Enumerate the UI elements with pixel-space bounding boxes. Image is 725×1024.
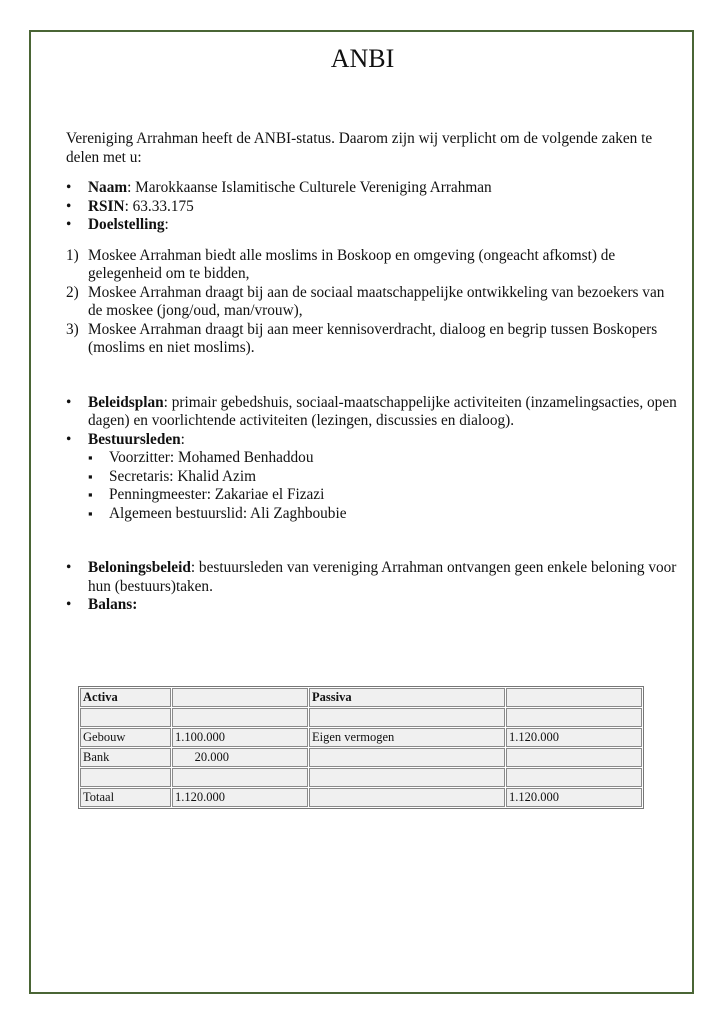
table-cell	[80, 768, 171, 787]
table-cell	[172, 768, 308, 787]
list-item-rsin	[66, 198, 681, 217]
list-item-beleidsplan	[66, 394, 681, 431]
info-list	[66, 179, 681, 235]
doel-number: 3)	[66, 320, 79, 338]
doel-text: Moskee Arrahman draagt bij aan meer kennisoverdracht, dialoog en begrip tussen Boskopers (moslims en niet moslims).	[88, 320, 658, 356]
passiva-name	[309, 788, 505, 807]
table-cell	[172, 708, 308, 727]
table-cell	[309, 768, 505, 787]
activa-name: Gebouw	[80, 728, 171, 747]
beloningsbeleid-text: : bestuursleden van vereniging Arrahman ontvangen geen enkele beloning voor hun (bestuurs)taken.	[88, 559, 677, 595]
header-activa: Activa	[80, 688, 171, 707]
table-cell	[506, 708, 642, 727]
doel-item	[66, 247, 681, 284]
table-cell	[309, 708, 505, 727]
list-item-doelstelling	[66, 216, 681, 235]
doel-text: Moskee Arrahman biedt alle moslims in Boskoop en omgeving (ongeacht afkomst) de gelegenheid om te bidden,	[88, 246, 616, 282]
passiva-value: 1.120.000	[506, 728, 642, 747]
member-item: ▪ Algemeen bestuurslid: Ali Zaghboubie	[88, 505, 681, 524]
bestuur-members	[88, 449, 681, 523]
passiva-value: 1.120.000	[506, 788, 642, 807]
doel-text: Moskee Arrahman draagt bij aan de sociaal maatschappelijke ontwikkeling van bezoekers van de moskee (jong/oud, man/vrouw),	[88, 283, 665, 319]
document-body	[66, 130, 681, 615]
table-row	[80, 728, 642, 747]
beloningsbeleid-label: Beloningsbeleid	[88, 559, 191, 576]
list-item-naam	[66, 179, 681, 198]
list-item-balans	[66, 596, 681, 615]
header-passiva: Passiva	[309, 688, 505, 707]
passiva-name	[309, 748, 505, 767]
member-item: ▪ Voorzitter: Mohamed Benhaddou	[88, 449, 681, 468]
doel-number: 2)	[66, 283, 79, 301]
intro-paragraph: Vereniging Arrahman heeft de ANBI-status. Daarom zijn wij verplicht om de volgende zaken te delen met u:	[66, 130, 653, 166]
balance-table	[78, 686, 644, 809]
table-cell	[506, 768, 642, 787]
table-header-row	[80, 688, 642, 707]
table-cell	[172, 688, 308, 707]
table-row-empty	[80, 708, 642, 727]
bestuursleden-colon: :	[180, 430, 185, 448]
rsin-label: RSIN	[88, 197, 125, 215]
policy-list	[66, 394, 681, 524]
table-cell	[506, 688, 642, 707]
reward-list	[66, 559, 681, 615]
table-row	[80, 748, 642, 767]
doel-item	[66, 321, 681, 358]
naam-label: Naam	[88, 179, 128, 196]
doelen-list	[66, 247, 681, 358]
table-cell	[80, 708, 171, 727]
table-row-total	[80, 788, 642, 807]
activa-value: 20.000	[172, 748, 308, 767]
activa-value: 1.120.000	[172, 788, 308, 807]
passiva-name: Eigen vermogen	[309, 728, 505, 747]
naam-value: : Marokkaanse Islamitische Culturele Vereniging Arrahman	[127, 179, 492, 196]
activa-value: 1.100.000	[172, 728, 308, 747]
member-item: ▪ Penningmeester: Zakariae el Fizazi	[88, 486, 681, 505]
beleidsplan-text: : primair gebedshuis, sociaal-maatschappelijke activiteiten (inzamelingsacties, open dagen) en voorlichtende activiteiten (lezingen, discussies en dialoog).	[88, 393, 677, 429]
passiva-value	[506, 748, 642, 767]
list-item-bestuursleden	[66, 431, 681, 524]
bestuursleden-label: Bestuursleden	[88, 430, 181, 448]
activa-name: Bank	[80, 748, 171, 767]
balans-label: Balans:	[88, 596, 138, 613]
doel-item	[66, 284, 681, 321]
member-item: ▪ Secretaris: Khalid Azim	[88, 468, 681, 487]
doel-number: 1)	[66, 246, 79, 264]
beleidsplan-label: Beleidsplan	[88, 393, 164, 411]
activa-name: Totaal	[80, 788, 171, 807]
list-item-beloningsbeleid	[66, 559, 681, 596]
table-row-empty	[80, 768, 642, 787]
doelstelling-label: Doelstelling	[88, 216, 165, 233]
doelstelling-colon: :	[164, 216, 169, 233]
rsin-value: : 63.33.175	[124, 197, 194, 215]
page-title: ANBI	[330, 44, 395, 73]
